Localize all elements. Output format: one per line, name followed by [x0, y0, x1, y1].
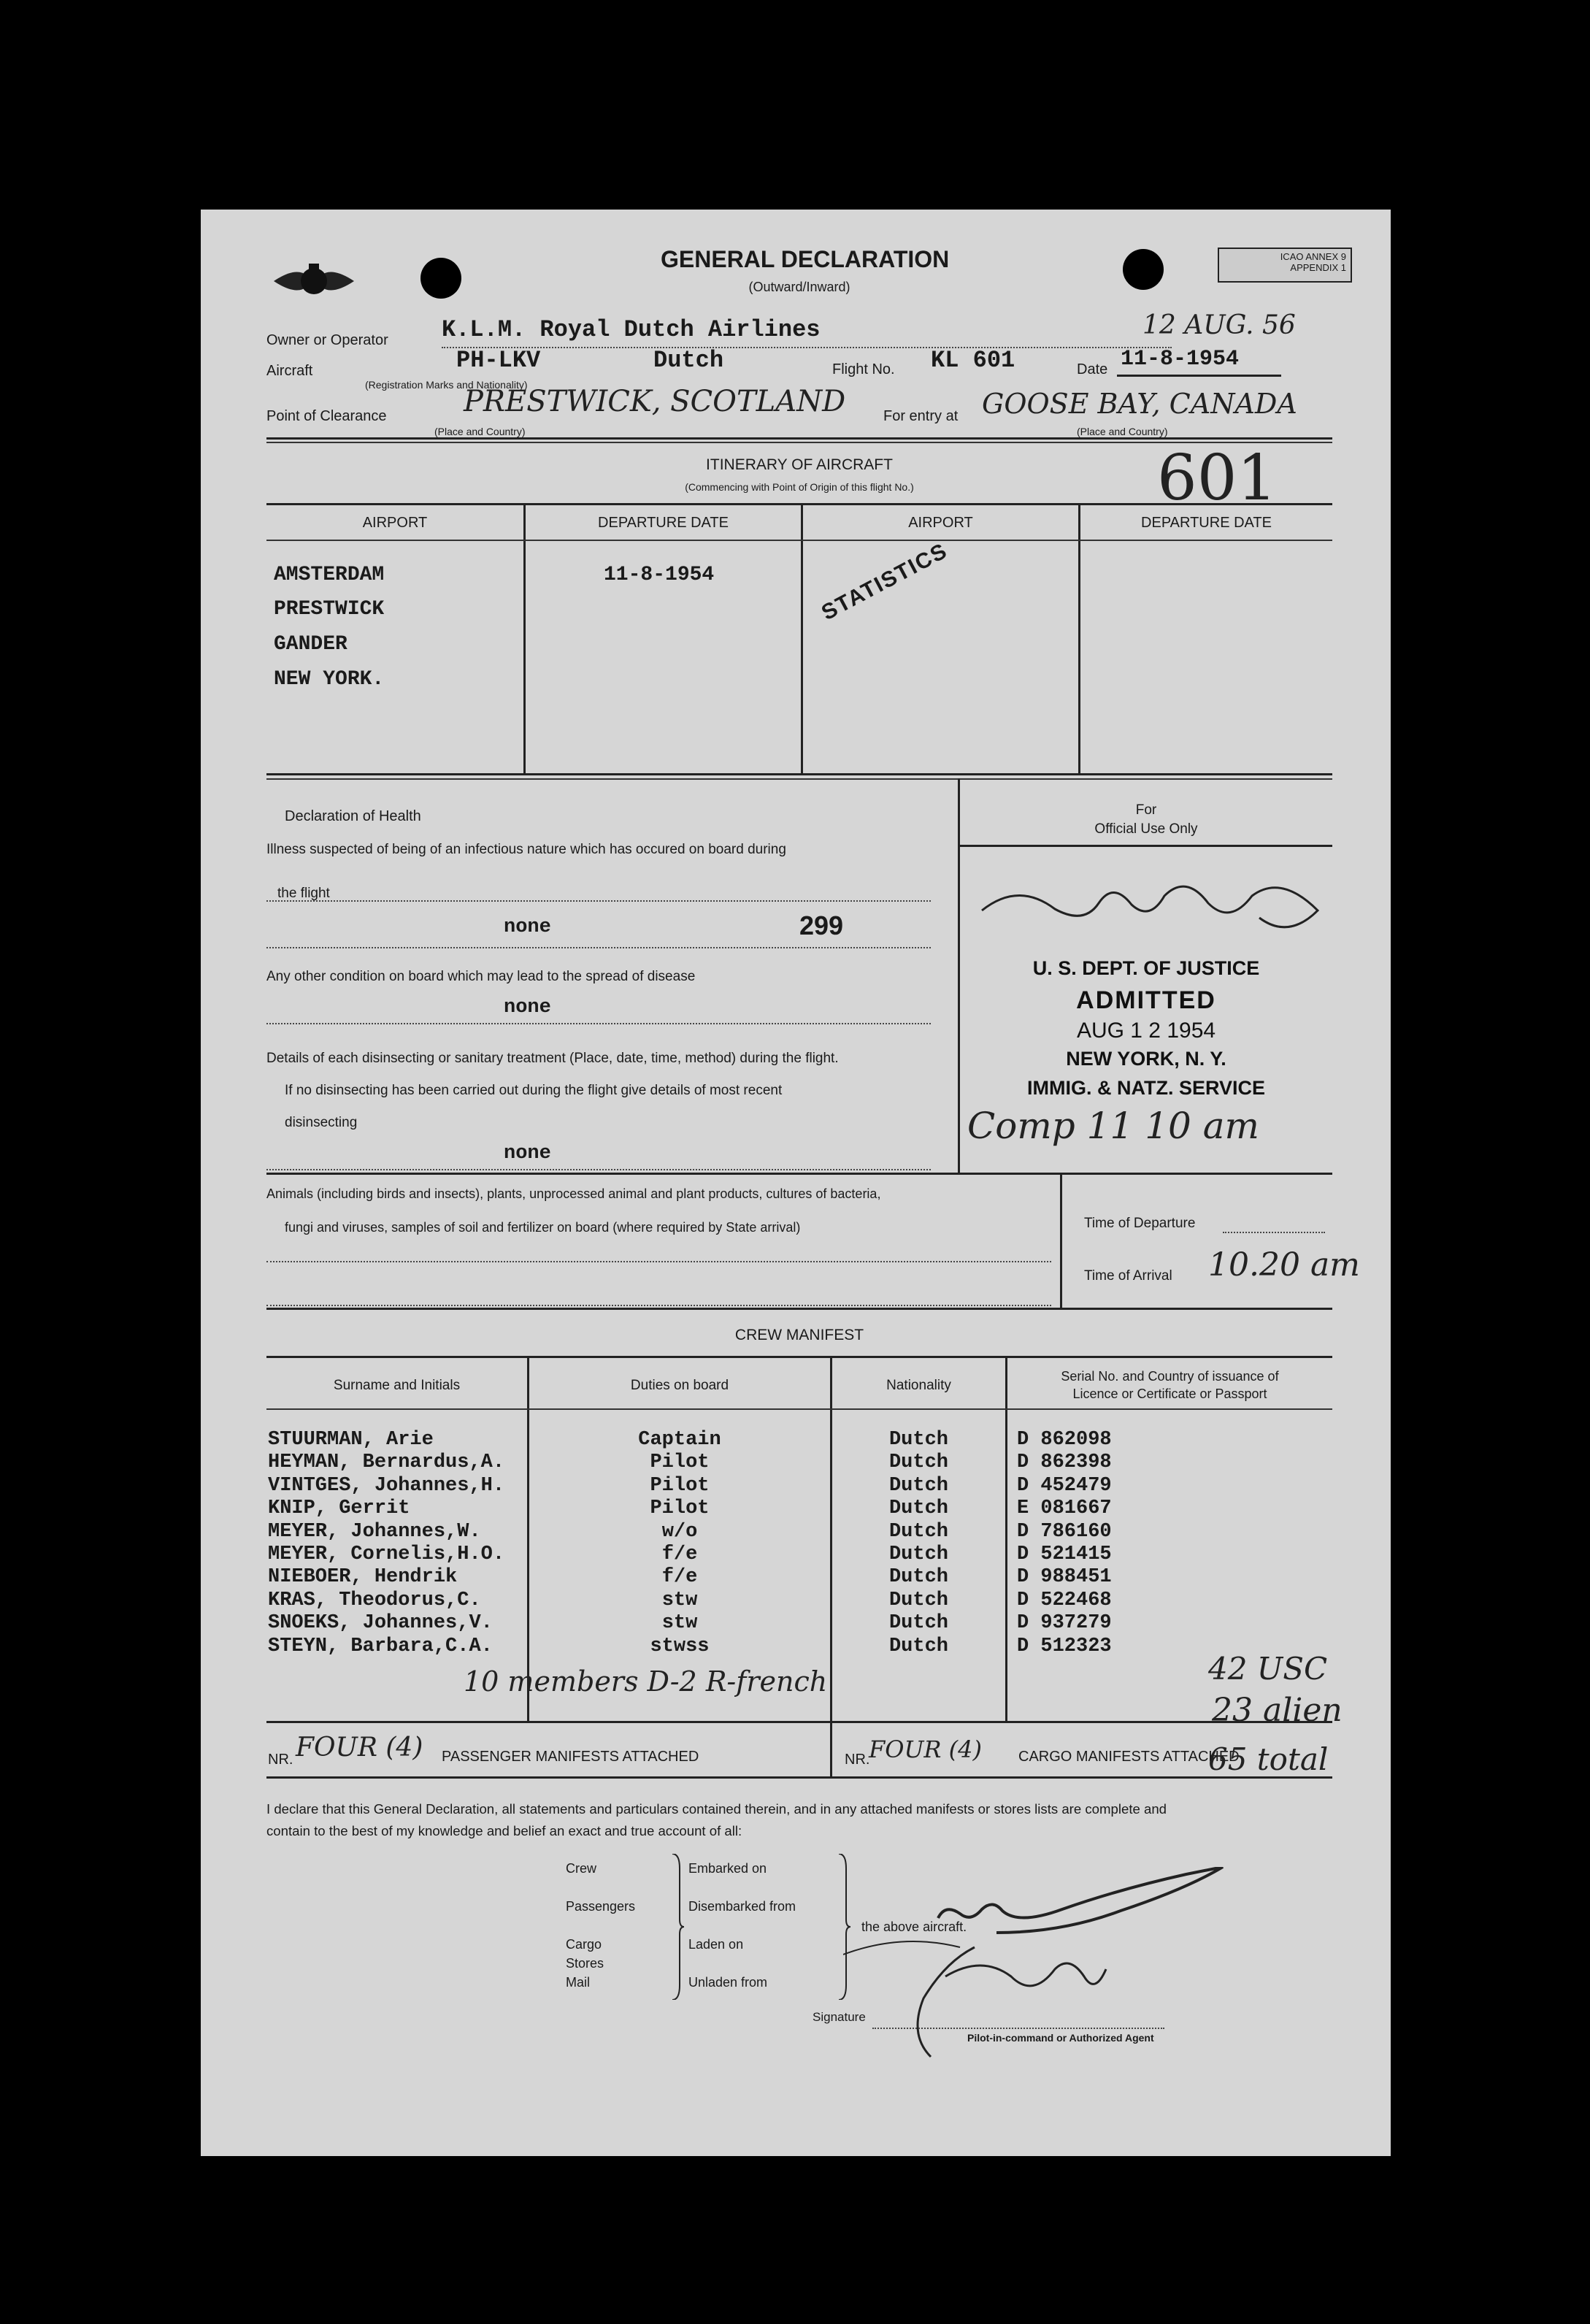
official-rule: [960, 845, 1332, 847]
aircraft-registration: PH-LKV: [456, 347, 541, 374]
official-label-2: Official Use Only: [1094, 821, 1198, 837]
health-q1-line: [266, 900, 931, 902]
passenger-manifests-label: PASSENGER MANIFESTS ATTACHED: [442, 1749, 699, 1765]
crew-name: MEYER, Johannes,W.: [268, 1520, 481, 1543]
declaration-left-item: Crew: [566, 1861, 597, 1876]
crew-nationality: Dutch: [888, 1635, 948, 1657]
itinerary-airport: NEW YORK.: [274, 668, 385, 691]
crew-serial: E 081667: [1017, 1497, 1112, 1520]
passenger-nr-value: FOUR (4): [296, 1733, 423, 1763]
crew-col-duties: Duties on board: [630, 1378, 729, 1393]
flight-no: KL 601: [931, 347, 1015, 374]
health-a2: none: [504, 997, 551, 1019]
registration-caption: (Registration Marks and Nationality): [365, 379, 528, 391]
crew-col-div-3: [1005, 1356, 1007, 1721]
itinerary-departure-date: 11-8-1954: [604, 564, 715, 586]
aircraft-label: Aircraft: [266, 363, 313, 379]
crew-col-licence: Licence or Certificate or Passport: [1072, 1387, 1267, 1401]
time-arrival-value: 10.20 am: [1208, 1246, 1360, 1284]
flight-date: 11-8-1954: [1121, 347, 1240, 372]
punch-hole-right: [1123, 249, 1164, 290]
icao-box: [1218, 248, 1352, 283]
health-q3b: If no disinsecting has been carried out during the flight give details of most recent: [285, 1083, 783, 1098]
stamp-line: NEW YORK, N. Y.: [1066, 1048, 1226, 1070]
crew-nationality: Dutch: [888, 1429, 948, 1451]
crew-name: KNIP, Gerrit: [268, 1497, 410, 1520]
stamp-line: ADMITTED: [1076, 986, 1216, 1014]
health-q3: Details of each disinsecting or sanitary treatment (Place, date, time, method) during the flight.: [266, 1051, 839, 1066]
health-number: 299: [799, 910, 844, 940]
declaration-left-item: Mail: [566, 1975, 591, 1990]
crew-hw-right-3: 65 total: [1208, 1741, 1329, 1777]
captain-signature: [843, 1867, 1252, 2086]
itinerary-airport: PRESTWICK: [274, 598, 385, 621]
appendix-label: APPENDIX 1: [1290, 262, 1346, 273]
crew-duty: stw: [661, 1589, 698, 1611]
crew-top-rule: [266, 1356, 1332, 1358]
crew-col-serial: Serial No. and Country of issuance of: [1061, 1369, 1279, 1384]
clearance-caption: (Place and Country): [434, 426, 526, 437]
health-q3c: disinsecting: [285, 1115, 358, 1130]
page-title: GENERAL DECLARATION: [661, 246, 950, 272]
crew-nationality: Dutch: [888, 1497, 948, 1520]
signature-label: Signature: [813, 2010, 866, 2024]
health-a3-line: [266, 1169, 931, 1170]
animals-time-divider: [1060, 1173, 1062, 1308]
health-q1: Illness suspected of being of an infectious nature which has occured on board during: [266, 842, 786, 857]
time-departure-label: Time of Departure: [1084, 1216, 1196, 1231]
health-a2-line: [266, 1023, 931, 1024]
crew-duty: Pilot: [650, 1497, 710, 1520]
itinerary-airport: AMSTERDAM: [274, 564, 385, 586]
declaration-mid-item: Embarked on: [688, 1861, 767, 1876]
crew-name: STUURMAN, Arie: [268, 1429, 434, 1451]
crew-duty: Pilot: [650, 1474, 710, 1497]
crew-nationality: Dutch: [888, 1612, 948, 1635]
crew-name: MEYER, Cornelis,H.O.: [268, 1543, 505, 1565]
animals-text-1: Animals (including birds and insects), plants, unprocessed animal and plant products, cultures of bacteria,: [266, 1186, 881, 1201]
declaration-left-item: Passengers: [566, 1899, 636, 1914]
stamp-line: IMMIG. & NATZ. SERVICE: [1026, 1077, 1266, 1099]
animals-line-1: [266, 1261, 1051, 1262]
crew-nationality: Dutch: [888, 1543, 948, 1565]
health-a1-line: [266, 947, 931, 948]
itinerary-top-rule: [266, 503, 1332, 505]
crew-serial: D 452479: [1017, 1474, 1112, 1497]
punch-hole-left: [420, 258, 461, 299]
owner-value: K.L.M. Royal Dutch Airlines: [442, 316, 821, 343]
clearance-label: Point of Clearance: [266, 408, 387, 424]
itinerary-bottom-rule: [266, 773, 1332, 775]
crew-serial: D 862098: [1017, 1429, 1112, 1451]
declaration-mid-item: Disembarked from: [688, 1899, 796, 1914]
statistics-stamp: STATISTICS: [818, 538, 952, 626]
declaration-above-aircraft: the above aircraft.: [861, 1920, 967, 1934]
official-hw-note: Comp 11 10 am: [967, 1105, 1259, 1147]
crew-hw-total: 10 members D-2 R-french: [464, 1665, 828, 1698]
official-signature-scribble: [975, 852, 1325, 954]
header-rule: [266, 437, 1332, 440]
itinerary-col-div-1: [523, 503, 526, 773]
crew-serial: D 512323: [1017, 1635, 1112, 1657]
animals-line-2: [266, 1305, 1051, 1306]
crew-duty: Captain: [638, 1429, 721, 1451]
time-arrival-label: Time of Arrival: [1084, 1268, 1172, 1284]
crew-serial: D 521415: [1017, 1543, 1112, 1565]
crew-col-name: Surname and Initials: [333, 1378, 461, 1393]
signature-line: [872, 2028, 1164, 2029]
page-subtitle: (Outward/Inward): [748, 280, 850, 294]
declaration-mid-item: Unladen from: [688, 1975, 768, 1990]
clearance-value: PRESTWICK, SCOTLAND: [464, 385, 846, 418]
health-q1b: the flight: [277, 886, 330, 901]
crew-name: HEYMAN, Bernardus,A.: [268, 1451, 505, 1474]
itinerary-airport: GANDER: [274, 633, 347, 656]
itinerary-col-div-3: [1078, 503, 1080, 773]
health-q2: Any other condition on board which may lead to the spread of disease: [266, 969, 696, 984]
itinerary-title: ITINERARY OF AIRCRAFT: [706, 456, 893, 473]
itinerary-col-airport-2: AIRPORT: [908, 515, 973, 531]
crew-bottom-rule: [266, 1721, 1332, 1723]
owner-label: Owner or Operator: [266, 332, 388, 348]
manifest-divider: [830, 1721, 832, 1776]
date-underline: [1117, 375, 1281, 377]
itinerary-header-rule: [266, 540, 1332, 541]
owner-hw-date: 12 AUG. 56: [1142, 310, 1296, 340]
animals-bottom-rule: [266, 1308, 1332, 1310]
stamp-line: U. S. DEPT. OF JUSTICE: [1032, 957, 1260, 979]
crew-nationality: Dutch: [888, 1566, 948, 1589]
flight-no-label: Flight No.: [832, 361, 895, 377]
stamp-line: AUG 1 2 1954: [1076, 1019, 1216, 1043]
health-title: Declaration of Health: [285, 808, 421, 824]
itinerary-col-airport-1: AIRPORT: [362, 515, 428, 531]
aircraft-nationality: Dutch: [653, 347, 724, 374]
crew-nationality: Dutch: [888, 1589, 948, 1611]
official-label-1: For: [1135, 802, 1157, 818]
entry-label: For entry at: [883, 408, 959, 424]
owner-line: [442, 347, 1172, 348]
crew-serial: D 988451: [1017, 1566, 1112, 1589]
crew-name: KRAS, Theodorus,C.: [268, 1589, 481, 1611]
itinerary-col-div-2: [801, 503, 803, 773]
crew-hw-right-2: 23 alien: [1212, 1692, 1343, 1729]
crew-title: CREW MANIFEST: [734, 1327, 864, 1343]
crew-serial: D 862398: [1017, 1451, 1112, 1474]
klm-logo: [274, 259, 354, 303]
signer-caption: Pilot-in-command or Authorized Agent: [967, 2032, 1154, 2044]
document-page: [201, 210, 1391, 2156]
itinerary-col-departure-1: DEPARTURE DATE: [598, 515, 729, 531]
cargo-nr-value: FOUR (4): [869, 1736, 982, 1763]
hw-flight-number: 601: [1157, 442, 1278, 515]
itinerary-col-departure-2: DEPARTURE DATE: [1141, 515, 1272, 531]
cargo-nr-label: NR.: [845, 1752, 870, 1768]
passenger-nr-label: NR.: [268, 1752, 293, 1768]
crew-serial: D 937279: [1017, 1612, 1112, 1635]
manifest-bottom-rule: [266, 1776, 1332, 1779]
health-a3: none: [504, 1143, 551, 1165]
icao-label: ICAO ANNEX 9: [1280, 251, 1346, 262]
itinerary-subtitle: (Commencing with Point of Origin of this flight No.): [685, 481, 914, 493]
crew-duty: w/o: [661, 1520, 698, 1543]
crew-nationality: Dutch: [888, 1520, 948, 1543]
declaration-mid-item: Laden on: [688, 1937, 744, 1952]
cargo-manifests-label: CARGO MANIFESTS ATTACHED: [1018, 1749, 1240, 1765]
health-bottom-rule: [266, 1173, 1332, 1175]
crew-nationality: Dutch: [888, 1474, 948, 1497]
crew-serial: D 522468: [1017, 1589, 1112, 1611]
itinerary-bottom-rule-2: [266, 778, 1332, 780]
entry-caption: (Place and Country): [1077, 426, 1168, 437]
declaration-text-1: I declare that this General Declaration, all statements and particulars contained therein, and in any attached manifests or stores lists are complete and: [266, 1801, 1167, 1817]
animals-text-2: fungi and viruses, samples of soil and fertilizer on board (where required by State arrival): [285, 1220, 801, 1235]
crew-name: VINTGES, Johannes,H.: [268, 1474, 505, 1497]
crew-duty: stw: [661, 1612, 698, 1635]
entry-value: GOOSE BAY, CANADA: [982, 388, 1297, 420]
crew-name: STEYN, Barbara,C.A.: [268, 1635, 493, 1657]
crew-header-rule: [266, 1408, 1332, 1410]
crew-duty: f/e: [661, 1566, 698, 1589]
health-a1: none: [504, 916, 551, 938]
crew-serial: D 786160: [1017, 1520, 1112, 1543]
crew-nationality: Dutch: [888, 1451, 948, 1474]
crew-name: SNOEKS, Johannes,V.: [268, 1612, 493, 1635]
crew-col-nationality: Nationality: [886, 1378, 951, 1393]
time-departure-line: [1223, 1232, 1325, 1233]
declaration-text-2: contain to the best of my knowledge and belief an exact and true account of all:: [266, 1823, 742, 1838]
date-label: Date: [1077, 361, 1108, 377]
crew-hw-right-1: 42 USC: [1208, 1651, 1328, 1687]
crew-duty: Pilot: [650, 1451, 710, 1474]
crew-duty: f/e: [661, 1543, 698, 1565]
crew-name: NIEBOER, Hendrik: [268, 1566, 458, 1589]
declaration-bracket-left: [669, 1854, 684, 2000]
declaration-left-item: Cargo: [566, 1937, 602, 1952]
declaration-left-item: Stores: [566, 1956, 604, 1971]
crew-duty: stwss: [650, 1635, 710, 1657]
